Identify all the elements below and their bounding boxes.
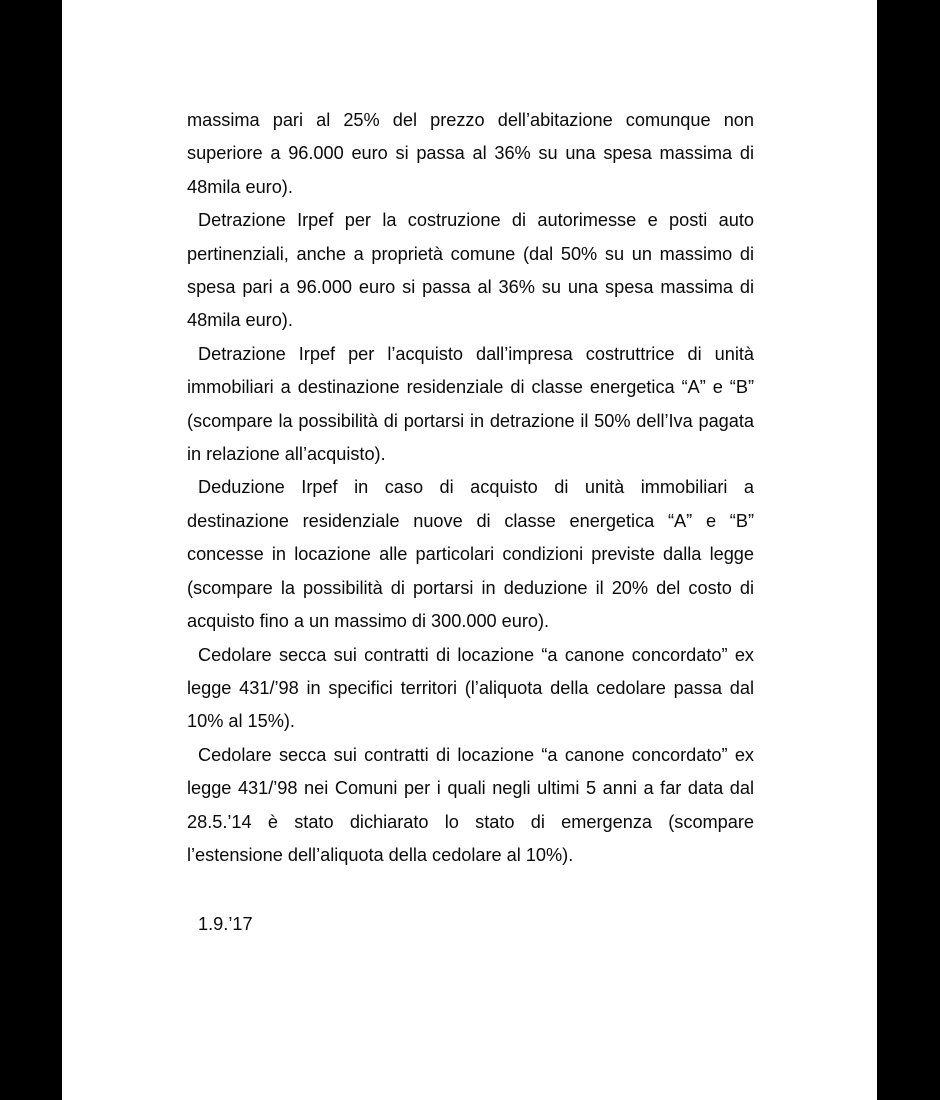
document-date: 1.9.’17 bbox=[198, 914, 253, 935]
document-text-column bbox=[187, 104, 754, 942]
paragraph-detrazione-autorimesse: Detrazione Irpef per la costruzione di autorimesse e posti auto pertinenziali, anche a proprietà comune (dal 50% su un massimo di spesa pari a 96.000 euro si passa al 36% su una spesa massima di 48mila euro). bbox=[187, 210, 754, 331]
paragraph-cedolare-secca-comuni: Cedolare secca sui contratti di locazione “a canone concordato” ex legge 431/’98 nei Comuni per i quali negli ultimi 5 anni a far data dal 28.5.’14 è stato dichiarato lo stato di emergenza (scompare l’estensione dell’aliquota della cedolare al 10%). bbox=[187, 744, 754, 865]
paragraph-detrazione-acquisto-impresa: Detrazione Irpef per l’acquisto dall’impresa costruttrice di unità immobiliari a destinazione residenziale di classe energetica “A” e “B” (scompare la possibilità di portarsi in detrazione il 50% dell’Iva pagata in relazione all’acquisto). bbox=[187, 343, 754, 465]
paragraph-continuation: massima pari al 25% del prezzo dell’abitazione comunque non superiore a 96.000 euro si passa al 36% su una spesa massima di 48mila euro). bbox=[187, 110, 754, 197]
right-black-margin-bar bbox=[877, 0, 940, 1100]
paragraph-cedolare-secca-territori: Cedolare secca sui contratti di locazione “a canone concordato” ex legge 431/’98 in specifici territori (l’aliquota della cedolare passa dal 10% al 15%). bbox=[187, 644, 754, 732]
paragraph-deduzione-irpef: Deduzione Irpef in caso di acquisto di unità immobiliari a destinazione residenziale nuove di classe energetica “A” e “B” concesse in locazione alle particolari condizioni previste dalla legge (scompare la possibilità di portarsi in deduzione il 20% del costo di acquisto fino a un massimo di 300.000 euro). bbox=[187, 477, 754, 632]
document-page bbox=[62, 0, 877, 1100]
left-black-margin-bar bbox=[0, 0, 62, 1100]
